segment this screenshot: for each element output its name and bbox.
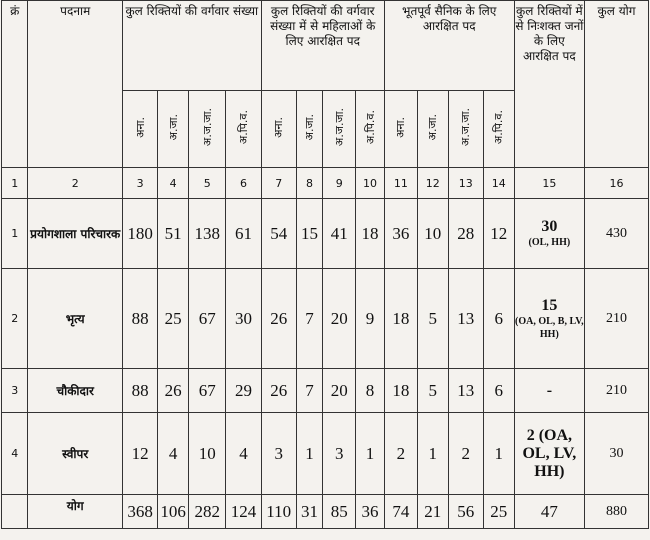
- sub-cat: अ.जा.: [303, 113, 317, 141]
- sub-cat: अ.ज.जा.: [200, 107, 214, 147]
- sum-cell: 106: [158, 495, 189, 529]
- sub-cat: अना.: [272, 116, 286, 138]
- row-post-name: प्रयोगशाला परिचारक: [28, 199, 123, 269]
- col-num: 1: [2, 168, 28, 199]
- sum-cell: 110: [261, 495, 296, 529]
- sum-row: [2, 495, 649, 529]
- row-value: 6: [483, 269, 514, 369]
- col-num: 4: [158, 168, 189, 199]
- row-value: 41: [323, 199, 356, 269]
- sum-label: योग: [28, 495, 123, 529]
- header-women-reserved: कुल रिक्तियों की वर्गवार संख्या में से महिलाओं के लिए आरक्षित पद: [261, 1, 384, 91]
- disabled-count: -: [546, 381, 553, 399]
- col-num: 3: [123, 168, 158, 199]
- sum-cell: 282: [189, 495, 226, 529]
- col-num: 14: [483, 168, 514, 199]
- row-total: 430: [585, 199, 649, 269]
- row-value: 13: [448, 369, 483, 413]
- vacancy-table: [1, 0, 649, 529]
- row-value: 67: [189, 369, 226, 413]
- sub-cat: अ.पि.व.: [363, 109, 377, 145]
- sum-cell: 124: [226, 495, 261, 529]
- sub-cat: अ.जा.: [166, 113, 180, 141]
- header-post-name: पदनाम: [28, 1, 123, 168]
- sum-cell: 56: [448, 495, 483, 529]
- sub-cat: अ.ज.जा.: [332, 107, 346, 147]
- row-total: 210: [585, 369, 649, 413]
- row-value: 3: [261, 413, 296, 495]
- row-value: 180: [123, 199, 158, 269]
- row-value: 7: [296, 369, 322, 413]
- row-value: 1: [483, 413, 514, 495]
- column-number-row: [2, 168, 649, 199]
- row-value: 12: [123, 413, 158, 495]
- header-disabled-reserved: कुल रिक्तियों में से निःशक्त जनों के लिए आरक्षित पद: [514, 1, 584, 168]
- sub-cat: अ.पि.व.: [237, 109, 251, 145]
- col-num: 12: [417, 168, 448, 199]
- col-num: 7: [261, 168, 296, 199]
- sub-cat: अ.जा.: [426, 113, 440, 141]
- row-serial: 2: [2, 269, 28, 369]
- row-value: 28: [448, 199, 483, 269]
- row-value: 1: [417, 413, 448, 495]
- row-value: 54: [261, 199, 296, 269]
- row-value: 30: [226, 269, 261, 369]
- row-value: 10: [189, 413, 226, 495]
- sum-cell: 36: [356, 495, 385, 529]
- row-disabled-reserved: [514, 269, 584, 369]
- row-value: 29: [226, 369, 261, 413]
- row-value: 1: [296, 413, 322, 495]
- row-value: 36: [384, 199, 417, 269]
- row-total: 30: [585, 413, 649, 495]
- row-value: 5: [417, 369, 448, 413]
- row-value: 6: [483, 369, 514, 413]
- sum-cell: 85: [323, 495, 356, 529]
- col-num: 2: [28, 168, 123, 199]
- row-value: 13: [448, 269, 483, 369]
- row-value: 61: [226, 199, 261, 269]
- row-value: 18: [384, 369, 417, 413]
- disabled-count: 30: [541, 218, 558, 235]
- row-value: 12: [483, 199, 514, 269]
- row-value: 9: [356, 269, 385, 369]
- row-value: 2: [384, 413, 417, 495]
- col-num: 10: [356, 168, 385, 199]
- row-total: 210: [585, 269, 649, 369]
- sum-cell: 74: [384, 495, 417, 529]
- sub-cat: अ.ज.जा.: [459, 107, 473, 147]
- table-row: [2, 199, 649, 269]
- table-row: [2, 413, 649, 495]
- row-disabled-reserved: [514, 413, 584, 495]
- disabled-count: 2 (OA, OL, LV, HH): [522, 426, 577, 480]
- col-num: 13: [448, 168, 483, 199]
- header-ex-servicemen: भूतपूर्व सैनिक के लिए आरक्षित पद: [384, 1, 514, 91]
- sum-cell: 21: [417, 495, 448, 529]
- disabled-categories: (OL, HH): [528, 237, 571, 248]
- sum-cell: 31: [296, 495, 322, 529]
- row-value: 7: [296, 269, 322, 369]
- row-value: 2: [448, 413, 483, 495]
- disabled-count: 15: [541, 296, 558, 314]
- row-value: 26: [261, 269, 296, 369]
- row-value: 3: [323, 413, 356, 495]
- header-total: कुल योग: [585, 1, 649, 168]
- sum-cell: 368: [123, 495, 158, 529]
- row-value: 8: [356, 369, 385, 413]
- row-value: 5: [417, 269, 448, 369]
- row-value: 4: [226, 413, 261, 495]
- header-category-vacancies: कुल रिक्तियों की वर्गवार संख्या: [123, 1, 262, 91]
- row-serial: 1: [2, 199, 28, 269]
- row-serial: 3: [2, 369, 28, 413]
- row-value: 88: [123, 269, 158, 369]
- table-row: [2, 369, 649, 413]
- row-value: 138: [189, 199, 226, 269]
- row-post-name: चौकीदार: [28, 369, 123, 413]
- row-serial: 4: [2, 413, 28, 495]
- col-num: 5: [189, 168, 226, 199]
- sub-cat: अ.पि.व.: [492, 109, 506, 145]
- row-value: 67: [189, 269, 226, 369]
- header-serial: क्रं: [2, 1, 28, 168]
- sub-cat: अना.: [394, 116, 408, 138]
- row-value: 88: [123, 369, 158, 413]
- row-disabled-reserved: [514, 369, 584, 413]
- row-value: 1: [356, 413, 385, 495]
- sub-cat: अना.: [133, 116, 147, 138]
- row-value: 15: [296, 199, 322, 269]
- sum-cell: 25: [483, 495, 514, 529]
- col-num: 9: [323, 168, 356, 199]
- col-num: 11: [384, 168, 417, 199]
- row-value: 20: [323, 369, 356, 413]
- row-value: 26: [261, 369, 296, 413]
- row-post-name: भृत्य: [28, 269, 123, 369]
- row-disabled-reserved: [514, 199, 584, 269]
- row-value: 4: [158, 413, 189, 495]
- col-num: 8: [296, 168, 322, 199]
- row-post-name: स्वीपर: [28, 413, 123, 495]
- row-value: 51: [158, 199, 189, 269]
- header-row: [2, 1, 649, 91]
- table-row: [2, 269, 649, 369]
- col-num: 15: [514, 168, 584, 199]
- row-value: 18: [384, 269, 417, 369]
- disabled-categories: (OA, OL, B, LV, HH): [515, 315, 584, 340]
- row-value: 26: [158, 369, 189, 413]
- row-value: 20: [323, 269, 356, 369]
- col-num: 16: [585, 168, 649, 199]
- row-value: 18: [356, 199, 385, 269]
- sum-disabled: 47: [514, 495, 584, 529]
- sum-total: 880: [585, 495, 649, 529]
- col-num: 6: [226, 168, 261, 199]
- row-value: 25: [158, 269, 189, 369]
- row-value: 10: [417, 199, 448, 269]
